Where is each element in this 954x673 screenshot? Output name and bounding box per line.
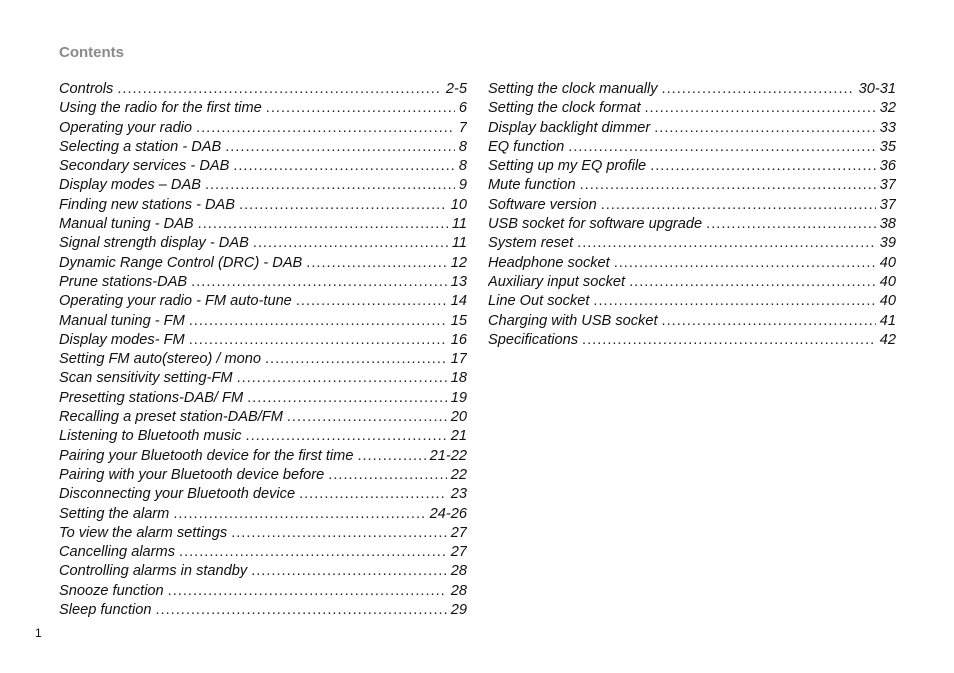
toc-entry[interactable] <box>59 235 467 254</box>
dot-leader <box>614 255 876 271</box>
toc-entry-page: 8 <box>458 158 467 175</box>
toc-entry[interactable] <box>488 177 896 196</box>
dot-leader <box>577 235 876 251</box>
toc-entry-title: Pairing with your Bluetooth device before <box>59 466 325 483</box>
toc-entry-title: Specifications <box>488 331 579 348</box>
toc-right-column <box>488 81 896 351</box>
dot-leader <box>662 313 876 329</box>
toc-entry-title: USB socket for software upgrade <box>488 216 703 233</box>
toc-entry[interactable] <box>59 139 467 158</box>
dot-leader <box>247 390 447 406</box>
toc-entry[interactable] <box>59 486 467 505</box>
toc-entry[interactable] <box>488 216 896 235</box>
toc-entry[interactable] <box>59 177 467 196</box>
toc-entry[interactable] <box>59 390 467 409</box>
toc-entry-page: 22 <box>450 466 467 483</box>
dot-leader <box>299 486 447 502</box>
toc-entry-page: 36 <box>879 158 896 175</box>
dot-leader <box>117 81 442 97</box>
toc-entry-page: 24-26 <box>429 505 467 522</box>
toc-entry-title: Operating your radio - FM auto-tune <box>59 293 292 310</box>
toc-entry-page: 30-31 <box>858 81 896 97</box>
toc-entry[interactable] <box>59 428 467 447</box>
toc-entry[interactable] <box>488 313 896 332</box>
toc-entry-page: 7 <box>458 119 467 136</box>
toc-entry[interactable] <box>59 583 467 602</box>
toc-entry-page: 15 <box>450 312 467 329</box>
toc-entry-page: 40 <box>879 273 896 290</box>
dot-leader <box>629 274 876 290</box>
toc-entry-title: To view the alarm settings <box>59 524 228 541</box>
dot-leader <box>233 158 455 174</box>
toc-entry-title: Cancelling alarms <box>59 544 175 561</box>
toc-entry-title: Charging with USB socket <box>488 312 658 329</box>
toc-entry[interactable] <box>59 370 467 389</box>
toc-entry[interactable] <box>488 274 896 293</box>
toc-entry-title: Controlling alarms in standby <box>59 563 248 580</box>
toc-entry[interactable] <box>488 197 896 216</box>
dot-leader <box>198 216 448 232</box>
toc-entry-title: Display modes – DAB <box>59 177 201 194</box>
toc-entry-page: 12 <box>450 254 467 271</box>
toc-entry[interactable] <box>59 602 467 621</box>
dot-leader <box>196 120 455 136</box>
dot-leader <box>253 235 448 251</box>
toc-entry-title: Display backlight dimmer <box>488 119 651 136</box>
toc-entry-page: 10 <box>450 196 467 213</box>
toc-entry-page: 41 <box>879 312 896 329</box>
dot-leader <box>189 313 447 329</box>
toc-entry-title: Mute function <box>488 177 576 194</box>
toc-entry-title: Listening to Bluetooth music <box>59 428 242 445</box>
toc-entry-title: Manual tuning - DAB <box>59 216 194 233</box>
toc-entry[interactable] <box>59 351 467 370</box>
toc-entry[interactable] <box>59 274 467 293</box>
dot-leader <box>296 293 447 309</box>
dot-leader <box>266 100 455 116</box>
toc-entry-page: 21-22 <box>429 447 467 464</box>
toc-entry-title: Finding new stations - DAB <box>59 196 236 213</box>
toc-entry-title: EQ function <box>488 138 565 155</box>
toc-entry[interactable] <box>488 81 896 100</box>
dot-leader <box>246 428 447 444</box>
toc-left-column <box>59 81 467 621</box>
toc-entry-page: 11 <box>451 216 467 233</box>
dot-leader <box>650 158 876 174</box>
toc-entry-page: 18 <box>450 370 467 387</box>
toc-entry-page: 32 <box>879 100 896 117</box>
toc-entry-title: Setting up my EQ profile <box>488 158 647 175</box>
toc-entry-title: Presetting stations-DAB/ FM <box>59 389 244 406</box>
toc-entry-page: 40 <box>879 254 896 271</box>
toc-entry[interactable] <box>59 293 467 312</box>
toc-entry-page: 20 <box>450 409 467 426</box>
dot-leader <box>357 448 425 464</box>
dot-leader <box>225 139 455 155</box>
toc-entry-page: 38 <box>879 216 896 233</box>
toc-entry-page: 17 <box>450 351 467 368</box>
toc-entry[interactable] <box>59 448 467 467</box>
toc-entry-title: Selecting a station - DAB <box>59 138 222 155</box>
toc-entry-page: 6 <box>458 100 467 117</box>
toc-entry-title: Setting FM auto(stereo) / mono <box>59 351 261 368</box>
dot-leader <box>231 525 447 541</box>
dot-leader <box>237 370 447 386</box>
toc-entry[interactable] <box>59 409 467 428</box>
toc-entry[interactable] <box>488 158 896 177</box>
dot-leader <box>156 602 447 618</box>
toc-entry[interactable] <box>488 120 896 139</box>
toc-entry-title: Controls <box>59 81 114 97</box>
toc-entry-page: 37 <box>879 196 896 213</box>
dot-leader <box>328 467 446 483</box>
toc-entry[interactable] <box>59 313 467 332</box>
dot-leader <box>706 216 876 232</box>
dot-leader <box>662 81 855 97</box>
dot-leader <box>265 351 447 367</box>
dot-leader <box>568 139 876 155</box>
toc-entry[interactable] <box>59 467 467 486</box>
toc-entry-title: Disconnecting your Bluetooth device <box>59 486 296 503</box>
toc-entry-title: Line Out socket <box>488 293 590 310</box>
dot-leader <box>287 409 447 425</box>
toc-entry[interactable] <box>488 139 896 158</box>
toc-entry[interactable] <box>488 255 896 274</box>
toc-entry-page: 27 <box>450 544 467 561</box>
toc-entry-title: Setting the clock format <box>488 100 641 117</box>
toc-entry-page: 42 <box>879 331 896 348</box>
toc-entry-title: System reset <box>488 235 574 252</box>
toc-entry[interactable] <box>59 81 467 100</box>
dot-leader <box>173 506 425 522</box>
toc-entry-page: 8 <box>458 138 467 155</box>
toc-entry[interactable] <box>488 332 896 351</box>
dot-leader <box>191 274 447 290</box>
toc-entry-title: Operating your radio <box>59 119 193 136</box>
toc-entry-page: 28 <box>450 582 467 599</box>
page-title: Contents <box>59 44 124 61</box>
toc-entry-title: Sleep function <box>59 602 152 619</box>
toc-entry-page: 16 <box>450 331 467 348</box>
toc-entry-title: Snooze function <box>59 582 164 599</box>
dot-leader <box>580 177 876 193</box>
toc-entry-title: Recalling a preset station-DAB/FM <box>59 409 283 426</box>
toc-entry-title: Scan sensitivity setting-FM <box>59 370 233 387</box>
dot-leader <box>306 255 446 271</box>
dot-leader <box>205 177 455 193</box>
toc-entry-title: Dynamic Range Control (DRC) - DAB <box>59 254 303 271</box>
toc-entry[interactable] <box>488 100 896 119</box>
toc-entry-page: 23 <box>450 486 467 503</box>
toc-entry[interactable] <box>59 525 467 544</box>
toc-entry-page: 19 <box>450 389 467 406</box>
dot-leader <box>593 293 875 309</box>
toc-entry-page: 9 <box>458 177 467 194</box>
toc-entry-title: Manual tuning - FM <box>59 312 185 329</box>
toc-entry-title: Setting the alarm <box>59 505 170 522</box>
dot-leader <box>654 120 876 136</box>
toc-entry[interactable] <box>488 235 896 254</box>
toc-entry-title: Prune stations-DAB <box>59 273 188 290</box>
toc-entry[interactable] <box>59 158 467 177</box>
toc-entry[interactable] <box>59 544 467 563</box>
toc-entry[interactable] <box>59 332 467 351</box>
dot-leader <box>239 197 447 213</box>
toc-entry[interactable] <box>59 506 467 525</box>
toc-entry-page: 14 <box>450 293 467 310</box>
dot-leader <box>179 544 447 560</box>
toc-entry-title: Pairing your Bluetooth device for the first time <box>59 447 354 464</box>
toc-entry[interactable] <box>59 563 467 582</box>
toc-entry-page: 33 <box>879 119 896 136</box>
dot-leader <box>251 563 447 579</box>
toc-entry-page: 13 <box>450 273 467 290</box>
toc-entry[interactable] <box>59 120 467 139</box>
toc-entry-title: Using the radio for the first time <box>59 100 262 117</box>
toc-entry-page: 39 <box>879 235 896 252</box>
toc-entry-page: 11 <box>451 235 467 252</box>
page-number: 1 <box>35 626 42 640</box>
toc-entry-page: 40 <box>879 293 896 310</box>
toc-entry-page: 21 <box>450 428 467 445</box>
toc-entry-title: Headphone socket <box>488 254 610 271</box>
toc-entry-page: 27 <box>450 524 467 541</box>
toc-entry-page: 37 <box>879 177 896 194</box>
toc-entry-page: 35 <box>879 138 896 155</box>
dot-leader <box>645 100 876 116</box>
dot-leader <box>601 197 876 213</box>
toc-entry-page: 29 <box>450 602 467 619</box>
toc-entry[interactable] <box>59 216 467 235</box>
toc-entry[interactable] <box>59 197 467 216</box>
toc-entry-page: 28 <box>450 563 467 580</box>
toc-entry-title: Auxiliary input socket <box>488 273 626 290</box>
dot-leader <box>189 332 447 348</box>
toc-entry[interactable] <box>59 255 467 274</box>
toc-entry-title: Setting the clock manually <box>488 81 658 97</box>
dot-leader <box>582 332 876 348</box>
toc-entry-page: 2-5 <box>445 81 467 97</box>
toc-entry[interactable] <box>59 100 467 119</box>
dot-leader <box>168 583 447 599</box>
toc-entry-title: Software version <box>488 196 597 213</box>
toc-entry-title: Display modes- FM <box>59 331 185 348</box>
toc-entry[interactable] <box>488 293 896 312</box>
toc-entry-title: Secondary services - DAB <box>59 158 230 175</box>
toc-entry-title: Signal strength display - DAB <box>59 235 249 252</box>
